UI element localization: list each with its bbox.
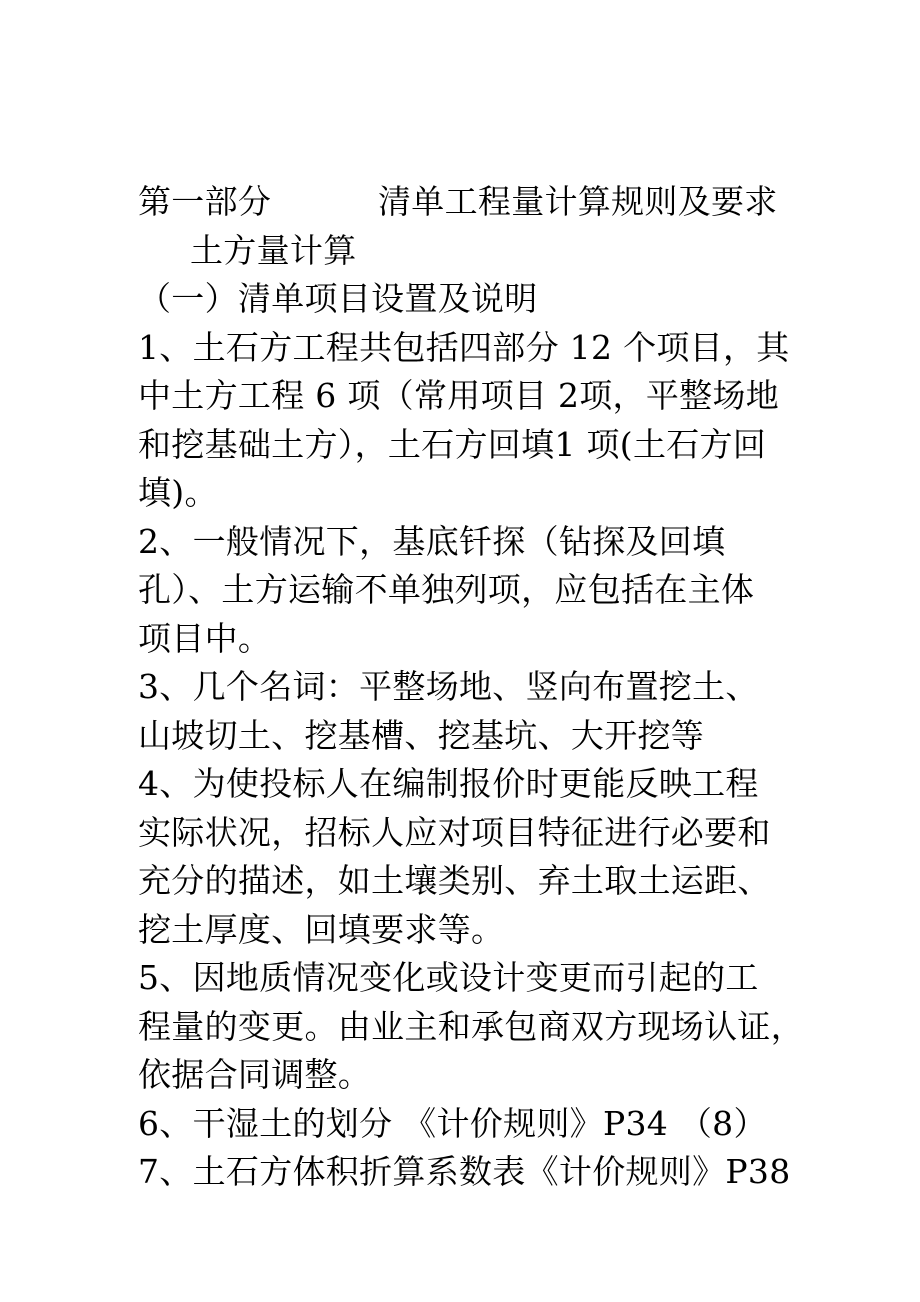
text-line: 依据合同调整。 xyxy=(138,1055,372,1094)
title-main: 清单工程量计算规则及要求 xyxy=(378,182,778,221)
text-line: 6、干湿土的划分 《计价规则》P34 （8） xyxy=(138,1103,767,1143)
title-part: 第一部分 xyxy=(138,182,272,221)
text-line: 充分的描述，如土壤类别、弃土取土运距、 xyxy=(138,861,771,900)
title-row xyxy=(138,178,798,227)
text-line: 程量的变更。由业主和承包商双方现场认证， xyxy=(138,1006,804,1046)
text-line: 1、土石方工程共包括四部分 12 个项目，其 xyxy=(138,327,790,367)
text-line: 填)。 xyxy=(138,473,218,512)
text-line: 7、土石方体积折算系数表《计价规则》P38 xyxy=(138,1152,791,1191)
text-line: 和挖基础土方），土石方回填1 项(土石方回 xyxy=(138,424,767,464)
text-line: 2、一般情况下，基底钎探（钻探及回填 xyxy=(138,521,726,561)
text-line: 山坡切土、挖基槽、挖基坑、大开挖等 xyxy=(138,715,705,755)
subsection-heading: （一）清单项目设置及说明 xyxy=(138,279,538,318)
document-body xyxy=(138,178,804,1197)
text-line: 实际状况，招标人应对项目特征进行必要和 xyxy=(138,812,771,852)
text-line: 挖土厚度、回填要求等。 xyxy=(138,909,505,949)
text-line: 5、因地质情况变化或设计变更而引起的工 xyxy=(138,958,759,997)
text-line: 孔）、土方运输不单独列项，应包括在主体 xyxy=(138,570,755,609)
section-heading: 土方量计算 xyxy=(190,230,357,270)
text-line: 中土方工程 6 项（常用项目 2项，平整场地 xyxy=(138,376,780,415)
text-line: 4、为使投标人在编制报价时更能反映工程 xyxy=(138,764,759,803)
text-line: 项目中。 xyxy=(138,618,272,658)
text-line: 3、几个名词：平整场地、竖向布置挖土、 xyxy=(138,667,759,706)
